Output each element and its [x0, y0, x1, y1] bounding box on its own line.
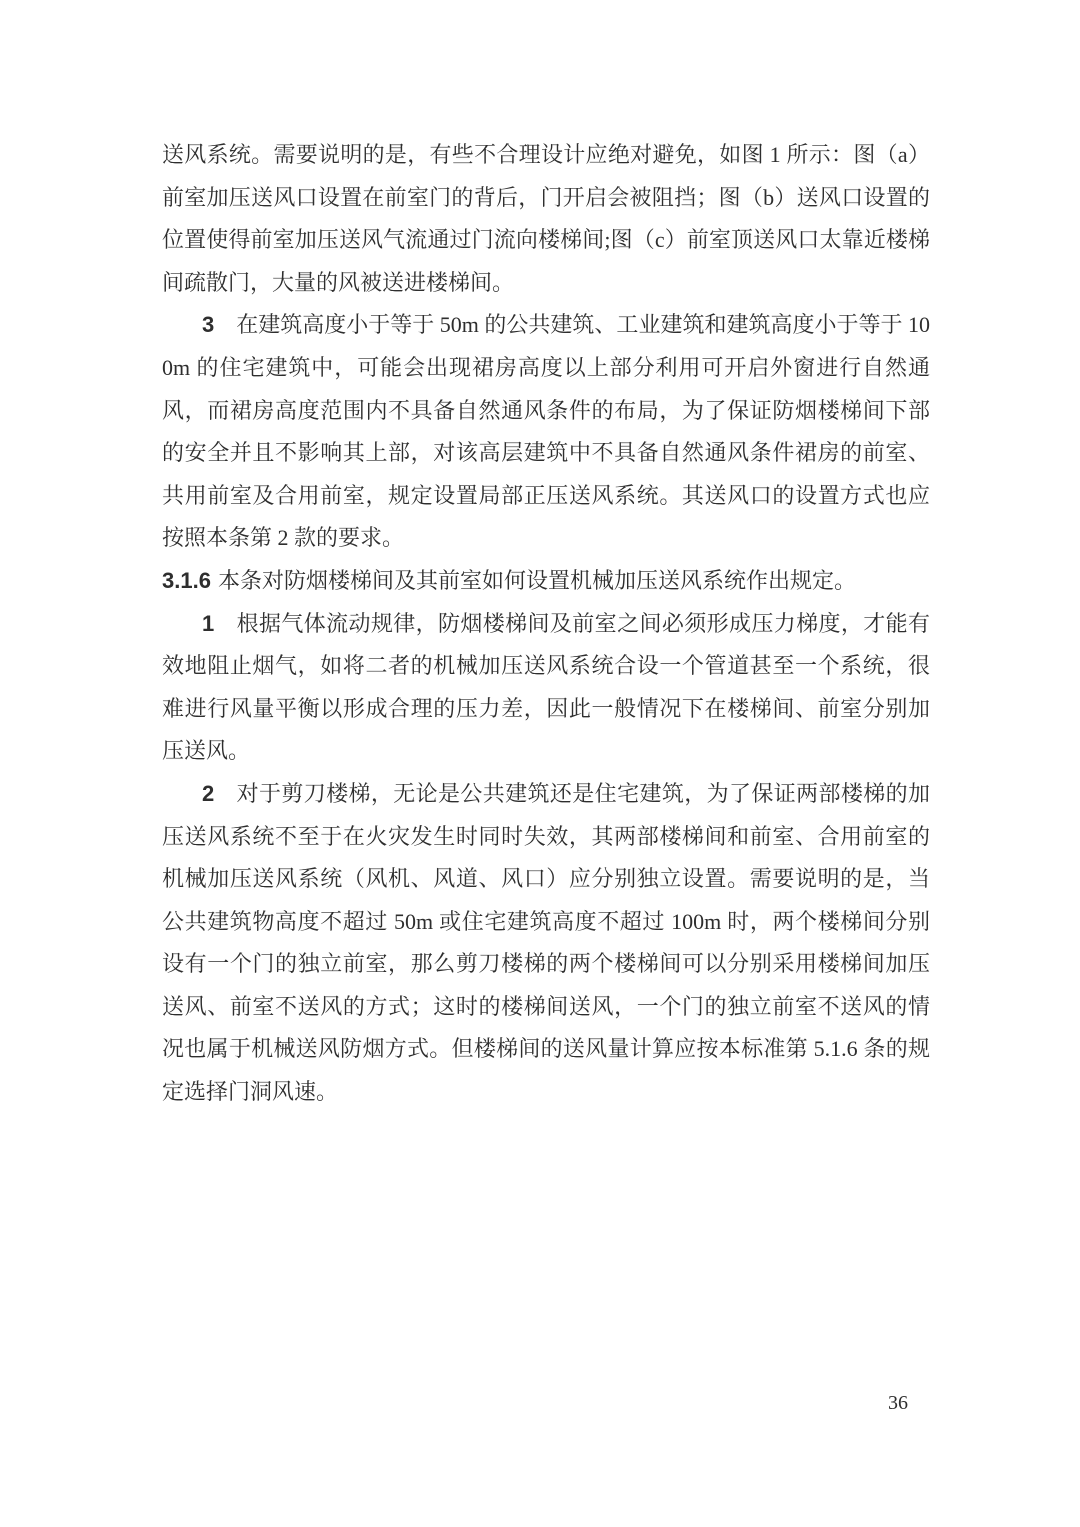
clause-number: 3.1.6: [162, 567, 211, 593]
paragraph-number: 2: [202, 780, 215, 806]
page-number: 36: [888, 1392, 908, 1414]
paragraph-item-3: [162, 304, 930, 560]
paragraph-text: 本条对防烟楼梯间及其前室如何设置机械加压送风系统作出规定。: [217, 567, 856, 593]
paragraph-text: 对于剪刀楼梯，无论是公共建筑还是住宅建筑，为了保证两部楼梯的加压送风系统不至于在火灾发生时同时失效，其两部楼梯间和前室、合用前室的机械加压送风系统（风机、风道、风口）应分别独立设置。需要说明的是，当公共建筑物高度不超过 50m 或住宅建筑高度不超过 100m 时，两个楼梯间分别设有一个门的独立前室，那么剪刀楼梯的两个楼梯间可以分别采用楼梯间加压送风、前室不送风的方式；这时的楼梯间送风，一个门的独立前室不送风的情况也属于机械送风防烟方式。但楼梯间的送风量计算应按本标准第 5.1.6 条的规定选择门洞风速。: [162, 780, 930, 1105]
paragraph-clause-3-1-6: [162, 560, 930, 603]
paragraph-item-1: [162, 603, 930, 773]
paragraph-number: 1: [202, 610, 215, 636]
paragraph-text: 送风系统。需要说明的是，有些不合理设计应绝对避免，如图 1 所示：图（a）前室加压送风口设置在前室门的背后，门开启会被阻挡；图（b）送风口设置的位置使得前室加压送风气流通过门流向楼梯间;图（c）前室顶送风口太靠近楼梯间疏散门，大量的风被送进楼梯间。: [162, 142, 930, 295]
paragraph-text: 在建筑高度小于等于 50m 的公共建筑、工业建筑和建筑高度小于等于 100m 的住宅建筑中，可能会出现裙房高度以上部分利用可开启外窗进行自然通风，而裙房高度范围内不具备自然通风条件的布局，为了保证防烟楼梯间下部的安全并且不影响其上部，对该高层建筑中不具备自然通风条件裙房的前室、共用前室及合用前室，规定设置局部正压送风系统。其送风口的设置方式也应按照本条第 2 款的要求。: [162, 312, 930, 551]
paragraph-item-2: [162, 773, 930, 1114]
paragraph-number: 3: [202, 312, 215, 338]
paragraph-text: 根据气体流动规律，防烟楼梯间及前室之间必须形成压力梯度，才能有效地阻止烟气，如将二者的机械加压送风系统合设一个管道甚至一个系统，很难进行风量平衡以形成合理的压力差，因此一般情况下在楼梯间、前室分别加压送风。: [162, 610, 930, 764]
paragraph-continuation: [162, 134, 930, 304]
page-content: [162, 134, 930, 1114]
